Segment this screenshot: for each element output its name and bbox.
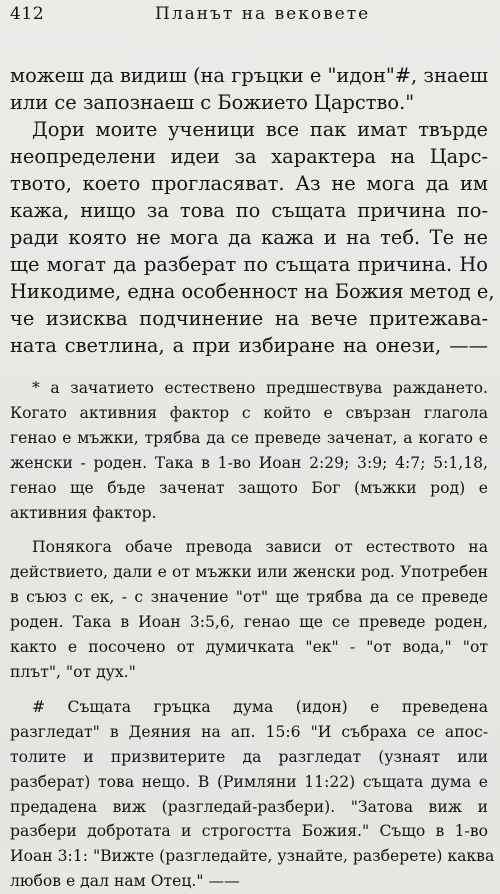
note-line: както е посочено от думичката "ек" - "от вода," "от <box>10 638 488 657</box>
main-line: ната светлина, а при избиране на онези, —— <box>10 334 488 357</box>
note-line: разбери добротата и строгостта Божия." Също в 1-во <box>10 822 488 841</box>
main-line: можеш да видиш (на гръцки е "идон"#, знаеш <box>10 64 488 87</box>
note-line: действието, дали е от мъжки или женски род. Употребен <box>10 563 488 582</box>
footnotes <box>10 376 495 894</box>
note-line: * а зачатието естествено предшествува раждането. <box>32 379 488 397</box>
main-line: Дори моите ученици все пак имат твърде <box>32 118 488 141</box>
note-line: предадена виж (разгледай-разбери). "Затова виж и <box>10 797 488 816</box>
running-title: Планът на вековете <box>155 4 371 24</box>
main-line: кажа, нищо за това по същата причина по- <box>10 199 488 222</box>
paragraph-gap <box>10 525 488 535</box>
page-number: 412 <box>10 4 45 24</box>
note-line: толите и призвитерите да разгледат (узнаят или <box>10 747 488 766</box>
note-line: Когато активния фактор с който е свързан глагола <box>10 403 488 422</box>
main-line: неопределени идеи за характера на Царс- <box>10 145 488 168</box>
note-line: плът", "от дух." <box>10 662 136 681</box>
note-line: генао ще бъде заченат защото Бог (мъжки род) е <box>10 478 488 497</box>
note-line: активния фактор. <box>10 503 157 522</box>
paragraph-gap <box>10 685 488 695</box>
main-line: ще могат да разберат по същата причина. Но <box>10 253 488 276</box>
main-line: или се запознаеш с Божието Царство." <box>10 91 415 114</box>
page-header <box>10 4 480 30</box>
note-line: # Същата гръцка дума (идон) е преведена <box>32 697 488 716</box>
note-line: женски - роден. Така в 1-во Иоан 2:29; 3:9; 4:7; 5:1,18, <box>10 453 488 472</box>
note-line: в съюз с ек, - с значение "от" ще трябва да се преведе <box>10 588 488 607</box>
note-line: генао е мъжки, трябва да се преведе заченат, а когато е <box>10 428 488 447</box>
main-line: твото, което прогласяват. Аз не мога да им <box>10 172 488 195</box>
note-line: роден. Така в Иоан 3:5,6, генао ще се преведе роден, <box>10 613 488 632</box>
main-text <box>10 62 495 359</box>
main-line: че изисква подчинение на вече притежава- <box>10 307 488 330</box>
note-line: разгледат" в Деяния на ап. 15:6 "И събраха се апос- <box>10 722 488 741</box>
main-line: ради която не мога да кажа и на теб. Те не <box>10 226 488 249</box>
note-line: Иоан 3:1: "Вижте (разгледайте, узнайте, разберете) каква <box>10 847 495 866</box>
note-line: любов е дал нам Отец." —— <box>10 872 240 891</box>
note-line: Понякога обаче превода зависи от естеството на <box>32 538 488 557</box>
main-line: Никодиме, една особенност на Божия метод е, <box>10 280 495 303</box>
note-line: разберат) това нещо. В (Римляни 11:22) същата дума е <box>10 772 488 791</box>
